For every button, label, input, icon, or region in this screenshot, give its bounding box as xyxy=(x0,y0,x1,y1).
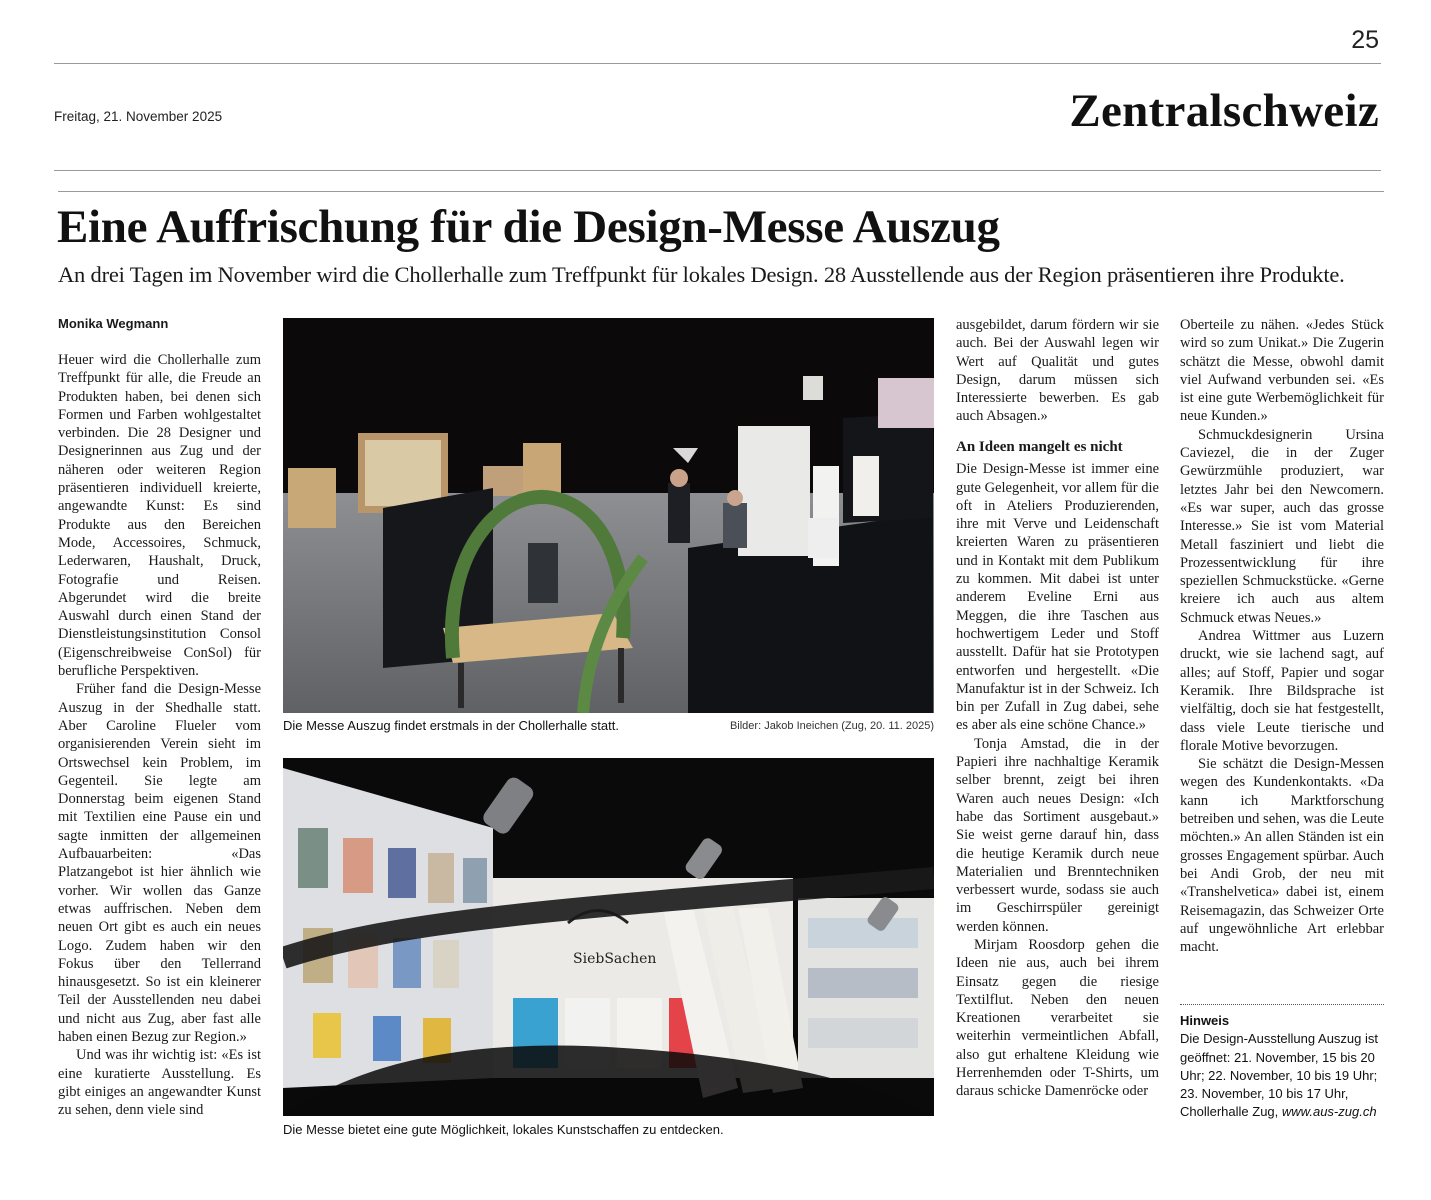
photo-caption: Die Messe bietet eine gute Möglichkeit, lokales Kunstschaffen zu entdecken. xyxy=(283,1122,724,1137)
paragraph: Oberteile zu nähen. «Jedes Stück wird so zum Unikat.» Die Zugerin schätzt die Messe, obwohl damit viel Aufwand verbunden sei. «Es ist eine gute Werbemöglichkeit für neue Kunden.» xyxy=(1180,317,1384,425)
paragraph: Sie schätzt die Design-Messen wegen des Kundenkontakts. «Da kann ich Marktforschung betreiben und sehen, was die Leute möchten.» An allen Ständen ist ein grosses Engagement spürbar. Auch bei Andi Grob, der neu mit «Transhelvetica» dabei ist, einem Reisemagazin, das Schweizer Orte auf ungewöhnliche Art erlebbar macht. xyxy=(1180,756,1384,956)
photo-caption: Die Messe Auszug findet erstmals in der Chollerhalle statt. xyxy=(283,718,619,733)
info-title: Hinweis xyxy=(1180,1013,1230,1028)
paragraph: ausgebildet, darum fördern wir sie auch. Bei der Auswahl legen wir Wert auf Qualität und gutes Design, darum müssen sich Interessierte bewerben. Es gab auch Absagen.» xyxy=(956,317,1159,425)
paragraph: Tonja Amstad, die in der Papieri ihre nachhaltige Keramik selber brennt, zeigt bei ihren Waren auch neues Design: «Ich habe das Sortiment ausgebaut.» Sie weist gerne darauf hin, dass die heutige Keramik durch neue Materialien und Brenntechniken verbessert wurde, sodass sie auch im Geschirrspüler gereinigt werden können. xyxy=(956,735,1159,935)
paragraph: Die Design-Messe ist immer eine gute Gelegenheit, vor allem für die oft in Ateliers Produzierenden, ihre mit Verve und Leidenschaft kreierten Waren zu präsentieren und in Kontakt mit dem Publikum zu kommen. Mit dabei ist unter anderem Eveline Erni aus Meggen, die ihre Taschen aus hochwertigem Leder und Stoff ausstellt. Dafür hat sie Prototypen entworfen und hergestellt. «Die Manufaktur ist in der Schweiz. Ich bin per Zufall in Zug dabei, sehe es aber als eine schöne Chance.» xyxy=(956,461,1159,734)
article-column-3 xyxy=(956,316,1159,1101)
photo-siebsachen-booth xyxy=(283,758,934,1116)
note-divider xyxy=(1180,1004,1384,1005)
subheading: An Ideen mangelt es nicht xyxy=(956,438,1123,455)
issue-date: Freitag, 21. November 2025 xyxy=(54,109,223,124)
headline: Eine Auffrischung für die Design-Messe Auszug xyxy=(57,201,1000,253)
page-number: 25 xyxy=(1351,26,1379,54)
info-text: Die Design-Ausstellung Auszug ist geöffnet: 21. November, 15 bis 20 Uhr; 22. November, 10 bis 19 Uhr; 23. November, 10 bis 17 Uhr, Chollerhalle Zug, xyxy=(1180,1031,1378,1120)
article-column-1 xyxy=(58,351,261,1119)
website-link[interactable]: www.aus-zug.ch xyxy=(1281,1104,1377,1120)
photo-hall-overview xyxy=(283,318,934,713)
paragraph: Und was ihr wichtig ist: «Es ist eine kuratierte Ausstellung. Es gibt einiges an angewandter Kunst zu sehen, denn viele sind xyxy=(58,1047,261,1119)
info-box xyxy=(1180,1012,1390,1122)
lead: An drei Tagen im November wird die Chollerhalle zum Treffpunkt für lokales Design. 28 Ausstellende aus der Region präsentieren ihre Produkte. xyxy=(58,262,1345,287)
booth-sign: SiebSachen xyxy=(573,951,657,967)
section-title: Zentralschweiz xyxy=(1069,85,1379,137)
paragraph: Schmuckdesignerin Ursina Caviezel, die in der Zuger Gewürzmühle produziert, war letztes Jahr bei den Newcomern. «Es war super, auch das grosse Interesse.» Sie ist vom Material Metall fasziniert und liebt die Prozessentwicklung für ihre speziellen Schmuckstücke. «Gerne kreiere ich auch aus altem Schmuck etwas Neues.» xyxy=(1180,426,1384,626)
author: Monika Wegmann xyxy=(58,316,169,331)
paragraph: Früher fand die Design-Messe Auszug in der Shedhalle statt. Aber Caroline Flueler vom organisierenden Verein sieht im Ortswechsel kein Problem, im Gegenteil. Sie legte am Donnerstag beim eigenen Stand mit Textilien eine Pause ein und sagte inmitten der allgemeinen Aufbauarbeiten: «Das Platzangebot ist hier ähnlich wie vorher. Wir wollen das Ganze etwas auffrischen. Neben dem neuen Ort gibt es auch ein neues Logo. Zudem haben wir den Fokus über den Tellerrand hinausgesetzt. So ist ein kleinerer Teil der Ausstellenden neu dabei und nicht aus Zug, aber fast alle haben einen Bezug zur Region.» xyxy=(58,681,261,1045)
paragraph: Heuer wird die Chollerhalle zum Treffpunkt für alle, die Freude an Produkten haben, bei denen sich Formen und Farben wohlgestaltet verbinden. Die 28 Designer und Designerinnen aus Zug und der näheren oder weiteren Region präsentieren individuell kreierte, angewandte Kunst: Es sind Produkte aus den Bereichen Mode, Accessoires, Schmuck, Lederwaren, Haushalt, Druck, Fotografie und Reisen. Abgerundet wird die breite Auswahl durch einen Stand der Dienstleistungsinstitution Consol (Eigenschreibweise ConSol) für berufliche Perspektiven. xyxy=(58,352,261,680)
top-rule xyxy=(54,63,1381,64)
article-column-4 xyxy=(1180,316,1384,956)
photo-credit: Bilder: Jakob Ineichen (Zug, 20. 11. 2025) xyxy=(729,720,934,732)
article-rule xyxy=(58,191,1384,192)
paragraph: Andrea Wittmer aus Luzern druckt, wie sie lachend sagt, auf alles; auf Stoff, Papier und sogar Keramik. Ihre Bildsprache ist vielfältig, doch sie hat festgestellt, dass viele Leute tierische und florale Motive bevorzugen. xyxy=(1180,628,1384,754)
header-rule xyxy=(54,170,1381,171)
paragraph: Mirjam Roosdorp gehen die Ideen nie aus, auch bei ihrem Einsatz gegen die riesige Textilflut. Neben den neuen Kreationen verarbeitet sie weiterhin vermeintlichen Abfall, also gut erhaltene Kleidung wie Herrenhemden oder T-Shirts, um daraus schicke Damenröcke oder xyxy=(956,937,1159,1100)
